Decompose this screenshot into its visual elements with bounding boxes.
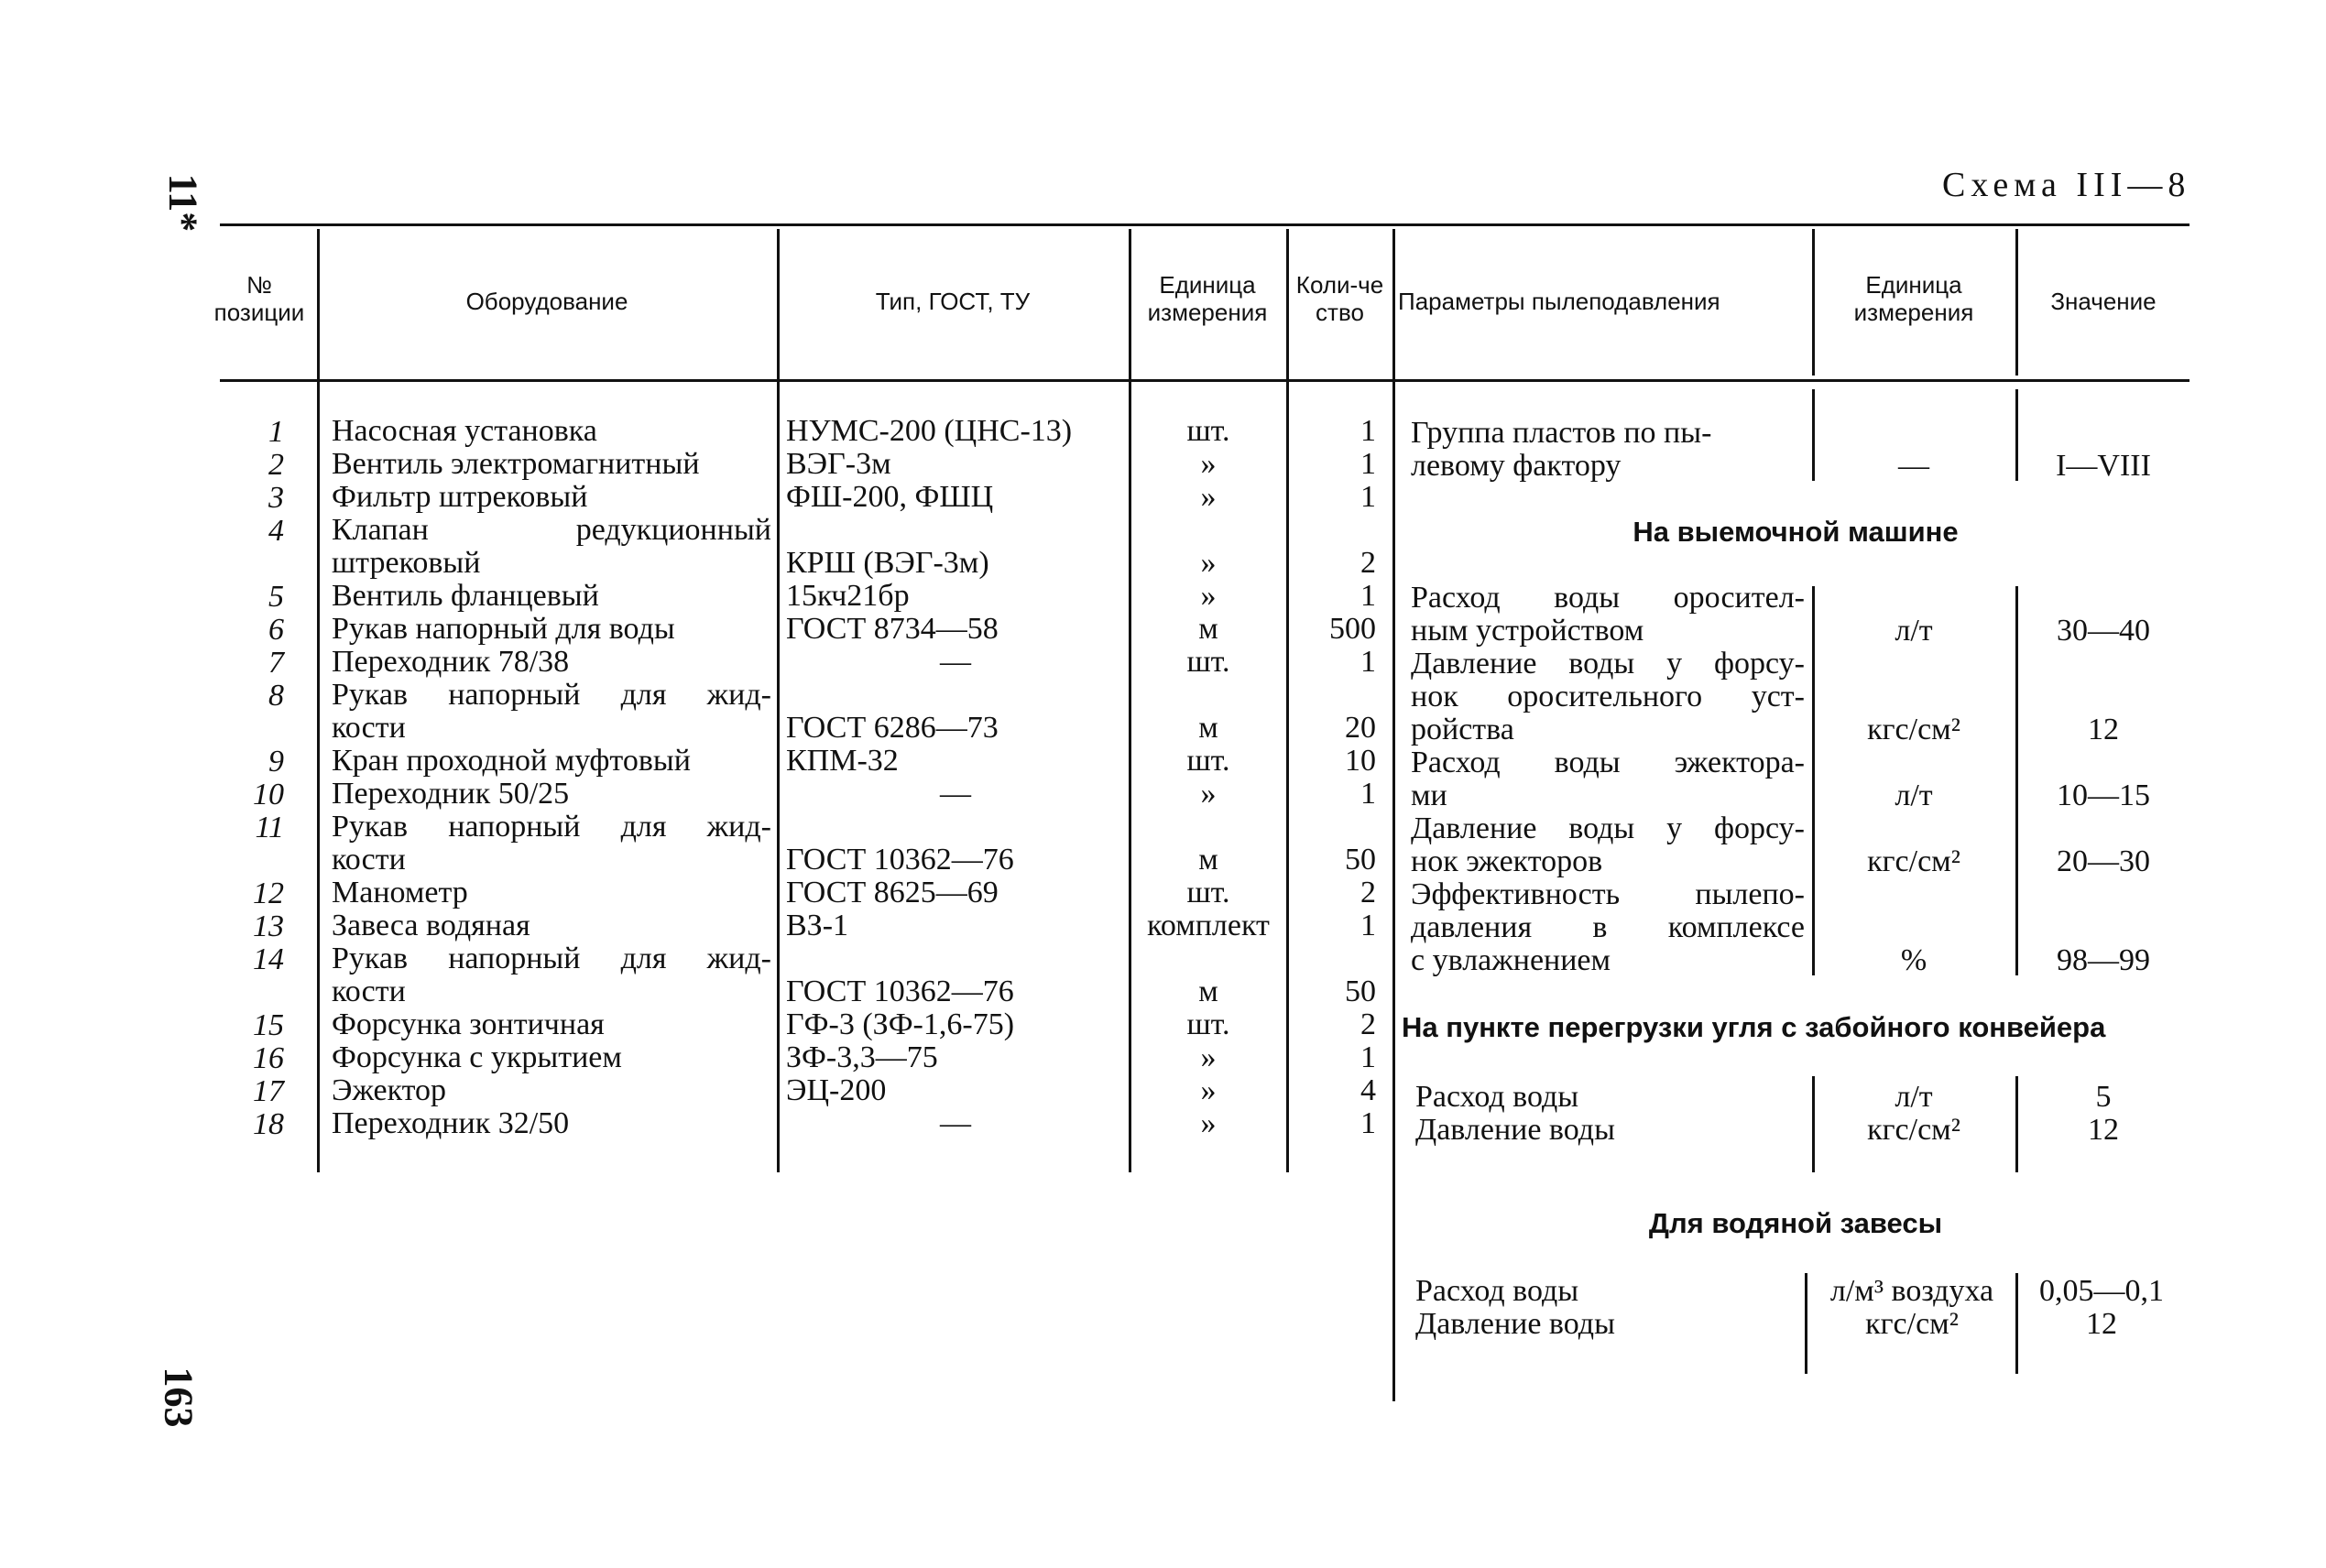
sec2-label-0: Расход воды: [1415, 1080, 1579, 1114]
equipment-type: КПМ-32: [786, 744, 899, 778]
equipment-type: —: [940, 1106, 971, 1140]
sec3-label-0: Расход воды: [1415, 1274, 1579, 1308]
sec2-unit-1: кгс/см²: [1867, 1113, 1960, 1147]
sec3-label-1: Давление воды: [1415, 1307, 1615, 1341]
equipment-qty: 1: [1360, 414, 1376, 448]
col-sep-1: [317, 229, 320, 1172]
position-number: 14: [253, 942, 284, 976]
equipment-type: ГФ-3 (ЗФ-1,6-75): [786, 1007, 1015, 1041]
sec2-value-0: 5: [2095, 1080, 2112, 1114]
equipment-unit: комплект: [1147, 909, 1270, 942]
param-unit: %: [1900, 943, 1927, 977]
equipment-unit: »: [1200, 447, 1217, 481]
equipment-name-line: Кран проходной муфтовый: [332, 744, 691, 778]
position-number: 12: [253, 877, 284, 910]
position-number: 8: [268, 679, 284, 713]
sec2-value-1: 12: [2088, 1113, 2119, 1147]
param-line: нок оросительного уст-: [1411, 680, 1805, 713]
equipment-unit: шт.: [1186, 1007, 1230, 1041]
sec3-value-0: 0,05—0,1: [2039, 1274, 2164, 1308]
equipment-type: ГОСТ 8734—58: [786, 612, 999, 646]
position-number: 15: [253, 1008, 284, 1042]
equipment-unit: »: [1200, 579, 1217, 613]
param-sep-a3: [1812, 1076, 1815, 1172]
equipment-type: ЭЦ-200: [786, 1073, 887, 1107]
param-sep-b2: [2015, 586, 2018, 975]
sec2-unit-0: л/т: [1895, 1080, 1933, 1114]
param-unit: кгс/см²: [1867, 844, 1960, 878]
equipment-unit: шт.: [1186, 744, 1230, 778]
equipment-unit: »: [1200, 1106, 1217, 1140]
equipment-type: 15кч21бр: [786, 579, 910, 613]
equipment-unit: м: [1198, 843, 1218, 877]
param-unit: кгс/см²: [1867, 713, 1960, 746]
equipment-name-line: штрековый: [332, 546, 481, 580]
param-value: 12: [2088, 713, 2119, 746]
header-type: Тип, ГОСТ, ТУ: [875, 288, 1031, 315]
equipment-name-line: Рукав напорный для воды: [332, 612, 675, 646]
equipment-type: —: [940, 645, 971, 679]
sec3-unit-0: л/м³ воздуха: [1829, 1274, 1994, 1308]
param-value: 10—15: [2057, 779, 2150, 812]
position-number: 7: [268, 646, 284, 680]
equipment-name-line: кости: [332, 975, 406, 1008]
equipment-name-line: Манометр: [332, 876, 468, 909]
equipment-unit: шт.: [1186, 645, 1230, 679]
param-group-line-1: Группа пластов по пы-: [1411, 416, 1712, 450]
section3-title: Для водяной завесы: [1648, 1207, 1943, 1239]
param-line: ройства: [1411, 713, 1514, 746]
equipment-type: ВЭГ-3м: [786, 447, 891, 481]
param-line: с увлажнением: [1411, 943, 1611, 977]
param-line: ми: [1411, 779, 1447, 812]
equipment-unit: м: [1198, 711, 1218, 745]
param-sep-a4: [1805, 1273, 1807, 1374]
sec3-value-1: 12: [2086, 1307, 2117, 1341]
param-line: Расход воды оросител-: [1411, 581, 1805, 615]
equipment-name-line: Завеса водяная: [332, 909, 530, 942]
header-params: Параметры пылеподавления: [1398, 288, 1720, 315]
position-number: 4: [268, 514, 284, 548]
position-number: 6: [268, 613, 284, 647]
position-number: 3: [268, 481, 284, 515]
param-sep-a1: [1812, 389, 1815, 481]
equipment-type: ВЗ-1: [786, 909, 849, 942]
header-param-unit: Единица измерения: [1853, 271, 1974, 326]
equipment-unit: шт.: [1186, 414, 1230, 448]
header-unit: Единица измерения: [1147, 271, 1268, 326]
equipment-unit: »: [1200, 1073, 1217, 1107]
position-number: 10: [253, 778, 284, 811]
equipment-name-line: Насосная установка: [332, 414, 597, 448]
param-group-unit: —: [1898, 449, 1929, 483]
equipment-type: —: [940, 777, 971, 811]
equipment-name-line: Переходник 32/50: [332, 1106, 570, 1140]
equipment-name-line: Вентиль фланцевый: [332, 579, 599, 613]
equipment-type: ГОСТ 6286—73: [786, 711, 999, 745]
equipment-qty: 1: [1360, 645, 1376, 679]
param-line: Давление воды у форсу-: [1411, 811, 1805, 845]
equipment-unit: шт.: [1186, 876, 1230, 909]
equipment-qty: 50: [1345, 975, 1376, 1008]
equipment-type: ФШ-200, ФШЦ: [786, 480, 994, 514]
equipment-qty: 1: [1360, 480, 1376, 514]
param-group-value: I—VIII: [2056, 449, 2151, 483]
equipment-name-line: кости: [332, 711, 406, 745]
equipment-qty: 2: [1360, 546, 1376, 580]
header-value: Значение: [2050, 288, 2157, 315]
header-bottom-rule: [220, 379, 2189, 382]
col-sep-3: [1129, 229, 1131, 1172]
equipment-type: НУМС-200 (ЦНС-13): [786, 414, 1073, 448]
equipment-qty: 10: [1345, 744, 1376, 778]
col-sep-5: [1392, 229, 1395, 1401]
equipment-name-line: Переходник 78/38: [332, 645, 570, 679]
equipment-name-line: Рукав напорный для жид-: [332, 678, 771, 712]
position-number: 18: [253, 1107, 284, 1141]
equipment-qty: 4: [1360, 1073, 1376, 1107]
param-line: Давление воды у форсу-: [1411, 647, 1805, 681]
position-number: 16: [253, 1041, 284, 1075]
equipment-name-line: Эжектор: [332, 1073, 447, 1107]
table-top-rule: [220, 223, 2189, 226]
equipment-unit: »: [1200, 546, 1217, 580]
position-number: 9: [268, 745, 284, 779]
position-number: 1: [268, 415, 284, 449]
param-sep-b4: [2015, 1273, 2018, 1374]
param-sep-a2: [1812, 586, 1815, 975]
equipment-qty: 20: [1345, 711, 1376, 745]
equipment-qty: 1: [1360, 777, 1376, 811]
equipment-type: ГОСТ 8625—69: [786, 876, 999, 909]
col-sep-2: [777, 229, 780, 1172]
col-sep-6: [1812, 229, 1815, 376]
equipment-type: ГОСТ 10362—76: [786, 975, 1014, 1008]
equipment-unit: м: [1198, 975, 1218, 1008]
equipment-unit: м: [1198, 612, 1218, 646]
equipment-qty: 1: [1360, 909, 1376, 942]
col-sep-4: [1286, 229, 1289, 1172]
equipment-name-line: Форсунка зонтичная: [332, 1007, 605, 1041]
param-line: давления в комплексе: [1411, 910, 1805, 944]
header-pos: № позиции: [213, 271, 305, 326]
equipment-qty: 500: [1329, 612, 1376, 646]
equipment-qty: 50: [1345, 843, 1376, 877]
scheme-title: Схема III—8: [1942, 166, 2191, 204]
equipment-qty: 1: [1360, 1106, 1376, 1140]
equipment-name-line: Клапан редукционный: [332, 513, 771, 547]
equipment-name-line: Рукав напорный для жид-: [332, 810, 771, 844]
equipment-qty: 2: [1360, 876, 1376, 909]
equipment-qty: 1: [1360, 1040, 1376, 1074]
param-line: ным устройством: [1411, 614, 1644, 648]
equipment-qty: 1: [1360, 579, 1376, 613]
equipment-name-line: кости: [332, 843, 406, 877]
position-number: 5: [268, 580, 284, 614]
equipment-qty: 2: [1360, 1007, 1376, 1041]
equipment-type: ЗФ-3,3—75: [786, 1040, 938, 1074]
param-unit: л/т: [1895, 614, 1933, 648]
sec2-label-1: Давление воды: [1415, 1113, 1615, 1147]
header-equipment: Оборудование: [465, 288, 628, 315]
equipment-name-line: Переходник 50/25: [332, 777, 570, 811]
param-value: 20—30: [2057, 844, 2150, 878]
equipment-type: ГОСТ 10362—76: [786, 843, 1014, 877]
equipment-name-line: Рукав напорный для жид-: [332, 942, 771, 975]
position-number: 11: [255, 811, 284, 844]
equipment-unit: »: [1200, 480, 1217, 514]
col-sep-7: [2015, 229, 2018, 376]
equipment-name-line: Форсунка с укрытием: [332, 1040, 622, 1074]
position-number: 17: [253, 1074, 284, 1108]
position-number: 2: [268, 448, 284, 482]
position-number: 13: [253, 909, 284, 943]
param-group-line-2: левому фактору: [1411, 449, 1622, 483]
equipment-unit: »: [1200, 777, 1217, 811]
header-qty: Коли-чество: [1295, 271, 1384, 326]
equipment-type: КРШ (ВЭГ-3м): [786, 546, 989, 580]
sec3-unit-1: кгс/см²: [1865, 1307, 1959, 1341]
param-line: Эффективность пылепо-: [1411, 877, 1805, 911]
page-number: 163: [156, 1367, 202, 1428]
param-value: 30—40: [2057, 614, 2150, 648]
equipment-name-line: Вентиль электромагнитный: [332, 447, 700, 481]
section1-title: На выемочной машине: [1633, 516, 1959, 548]
param-sep-b3: [2015, 1076, 2018, 1172]
side-mark: 11*: [160, 173, 206, 233]
equipment-qty: 1: [1360, 447, 1376, 481]
param-line: нок эжекторов: [1411, 844, 1603, 878]
param-value: 98—99: [2057, 943, 2150, 977]
equipment-name-line: Фильтр штрековый: [332, 480, 588, 514]
param-unit: л/т: [1895, 779, 1933, 812]
section2-title: На пункте перегрузки угля с забойного конвейера: [1402, 1011, 2106, 1043]
equipment-unit: »: [1200, 1040, 1217, 1074]
param-sep-b1: [2015, 389, 2018, 481]
param-line: Расход воды эжектора-: [1411, 746, 1805, 779]
